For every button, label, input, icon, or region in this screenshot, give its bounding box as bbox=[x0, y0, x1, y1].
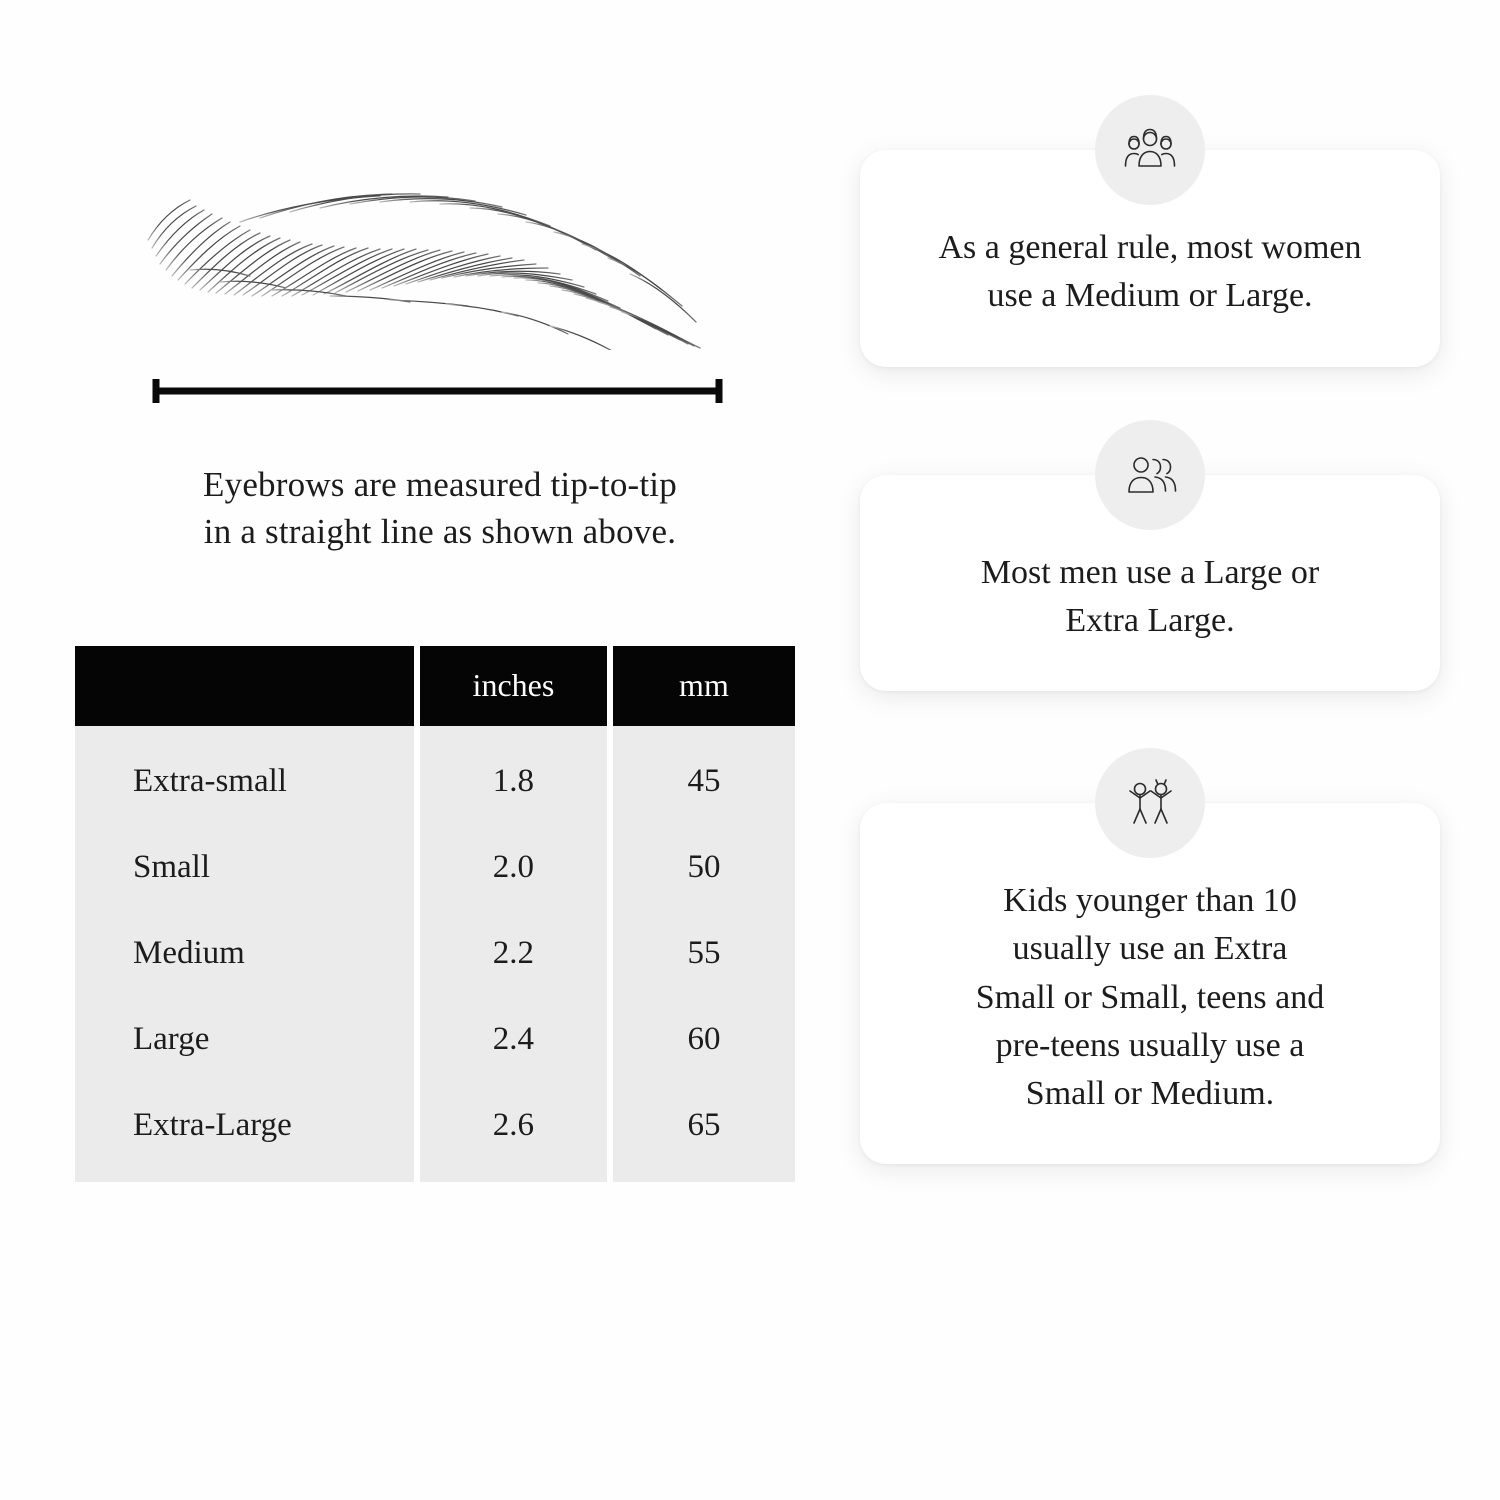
cell-mm: 55 bbox=[613, 911, 795, 997]
table-row bbox=[75, 726, 795, 825]
column-header-mm: mm bbox=[613, 646, 795, 726]
cell-size: Small bbox=[75, 825, 420, 911]
eyebrow-illustration bbox=[130, 150, 750, 380]
note-card-kids bbox=[860, 803, 1440, 1164]
guidance-notes-section bbox=[860, 150, 1440, 1276]
measurement-line bbox=[150, 376, 725, 406]
kids-icon bbox=[1095, 748, 1205, 858]
note-text-kids bbox=[906, 877, 1394, 1118]
table-row bbox=[75, 825, 795, 911]
cell-inches: 2.6 bbox=[420, 1083, 613, 1182]
cell-mm: 45 bbox=[613, 726, 795, 825]
eyebrow-icon bbox=[130, 150, 750, 350]
note-line: Most men use a Large or bbox=[980, 553, 1320, 591]
men-group-icon bbox=[1095, 420, 1205, 530]
table-row bbox=[75, 1083, 795, 1182]
table-body bbox=[75, 726, 795, 1182]
cell-mm: 65 bbox=[613, 1083, 795, 1182]
note-line: pre-teens usually use a bbox=[995, 1026, 1305, 1064]
caption-line-1: Eyebrows are measured tip-to-tip bbox=[203, 465, 677, 504]
cell-mm: 60 bbox=[613, 997, 795, 1083]
cell-size: Medium bbox=[75, 911, 420, 997]
cell-inches: 1.8 bbox=[420, 726, 613, 825]
table-row bbox=[75, 911, 795, 997]
women-group-icon bbox=[1095, 95, 1205, 205]
table-row bbox=[75, 997, 795, 1083]
note-line: use a Medium or Large. bbox=[987, 277, 1313, 315]
cell-inches: 2.4 bbox=[420, 997, 613, 1083]
men-group-icon-glyph bbox=[1122, 451, 1178, 499]
women-group-icon-glyph bbox=[1122, 126, 1178, 174]
note-line: Kids younger than 10 bbox=[1003, 882, 1297, 920]
note-line: Small or Small, teens and bbox=[975, 978, 1325, 1016]
note-text-men bbox=[906, 549, 1394, 646]
cell-mm: 50 bbox=[613, 825, 795, 911]
measurement-line-icon bbox=[150, 376, 725, 406]
table-header-row bbox=[75, 646, 795, 726]
note-line: Extra Large. bbox=[1065, 601, 1235, 639]
note-card-men bbox=[860, 475, 1440, 692]
note-text-women bbox=[906, 224, 1394, 321]
note-line: Small or Medium. bbox=[1025, 1075, 1275, 1113]
cell-inches: 2.2 bbox=[420, 911, 613, 997]
kids-icon-glyph bbox=[1123, 778, 1177, 828]
column-header-inches: inches bbox=[420, 646, 613, 726]
column-header-size bbox=[75, 646, 420, 726]
cell-size: Large bbox=[75, 997, 420, 1083]
cell-size: Extra-small bbox=[75, 726, 420, 825]
measurement-caption bbox=[75, 461, 805, 556]
note-card-women bbox=[860, 150, 1440, 367]
table-header bbox=[75, 646, 795, 726]
cell-size: Extra-Large bbox=[75, 1083, 420, 1182]
caption-line-2: in a straight line as shown above. bbox=[203, 512, 677, 552]
size-chart-table bbox=[75, 646, 795, 1182]
note-line: usually use an Extra bbox=[1012, 930, 1288, 968]
cell-inches: 2.0 bbox=[420, 825, 613, 911]
measurement-section bbox=[75, 150, 805, 1182]
note-line: As a general rule, most women bbox=[938, 229, 1362, 266]
